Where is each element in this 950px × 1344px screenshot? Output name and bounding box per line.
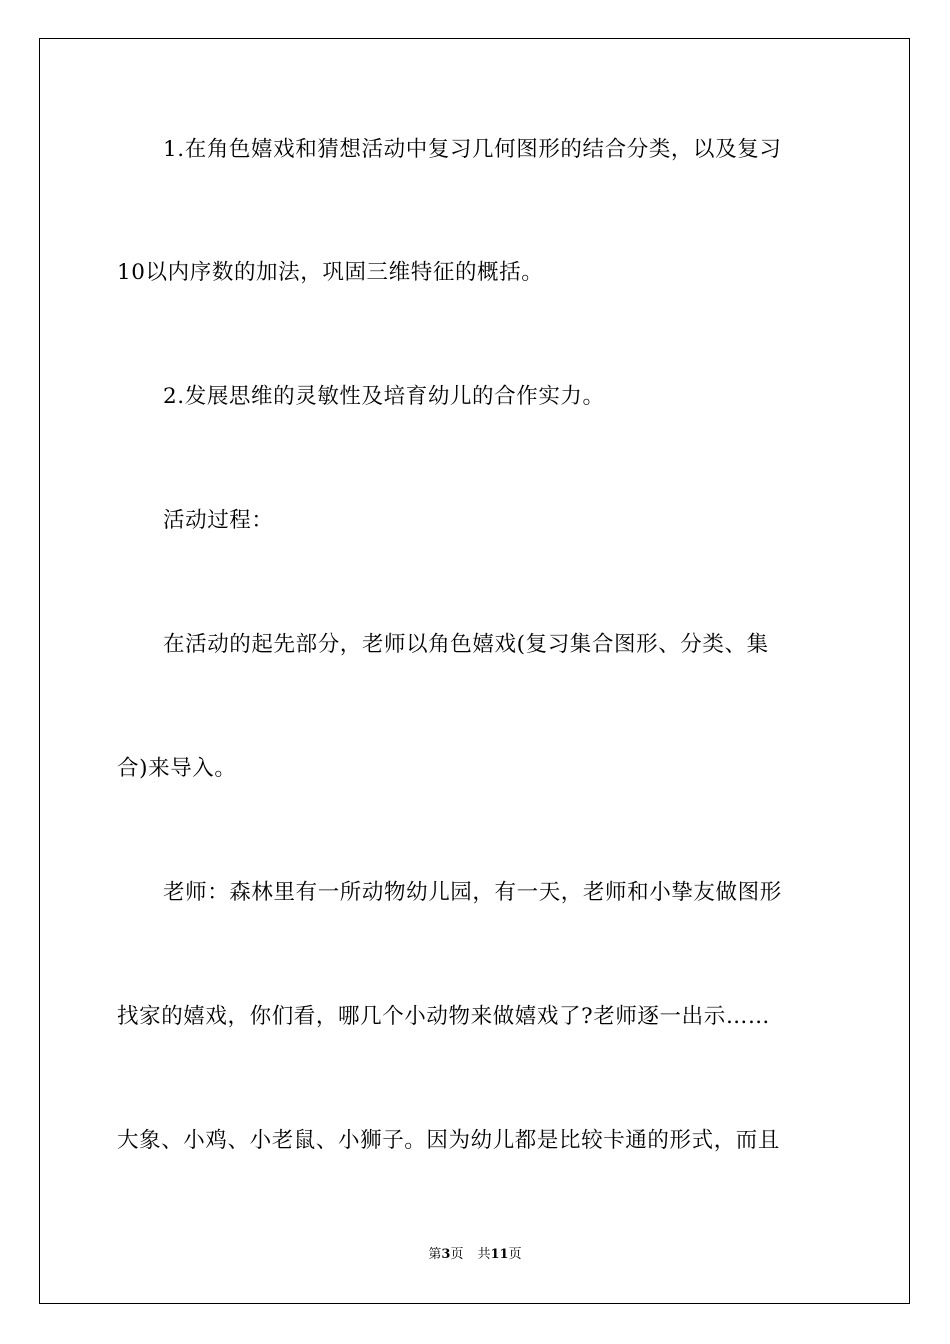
total-pages: 11 (490, 1247, 509, 1262)
paragraph-line-1: 1.在角色嬉戏和猜想活动中复习几何图形的结合分类，以及复习 (163, 137, 782, 162)
total-prefix: 共 (477, 1247, 491, 1262)
paragraph-line-8: 找家的嬉戏，你们看，哪几个小动物来做嬉戏了?老师逐一出示…… (117, 1004, 771, 1029)
page-number: 3 (441, 1247, 451, 1262)
total-suffix: 页 (508, 1247, 522, 1262)
page-border (39, 38, 910, 1304)
page-suffix: 页 (450, 1247, 464, 1262)
page-prefix: 第 (428, 1247, 442, 1262)
section-heading: 活动过程： (163, 508, 274, 533)
paragraph-line-7: 老师：森林里有一所动物幼儿园，有一天，老师和小挚友做图形 (163, 880, 782, 905)
paragraph-line-5: 在活动的起先部分，老师以角色嬉戏(复习集合图形、分类、集 (163, 632, 769, 657)
paragraph-line-3: 2.发展思维的灵敏性及培育幼儿的合作实力。 (163, 384, 605, 409)
page-footer (0, 1246, 950, 1264)
paragraph-line-6: 合)来导入。 (117, 756, 237, 781)
paragraph-line-2: 10以内序数的加法，巩固三维特征的概括。 (117, 260, 544, 285)
paragraph-line-9: 大象、小鸡、小老鼠、小狮子。因为幼儿都是比较卡通的形式，而且 (117, 1128, 781, 1153)
